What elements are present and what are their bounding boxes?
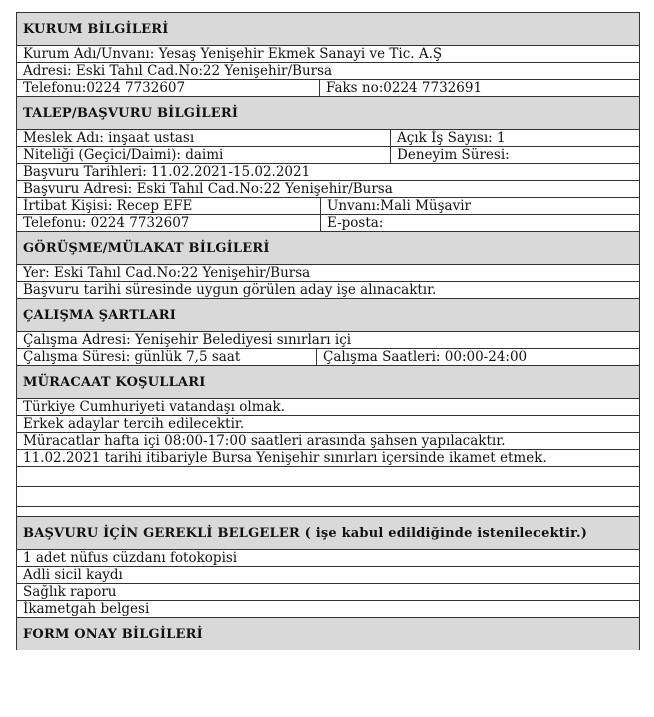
application-dates: Başvuru Tarihleri: 11.02.2021-15.02.2021 [23,164,311,180]
institution-address: Adresi: Eski Tahıl Cad.No:22 Yenişehir/Bursa [23,63,333,79]
application-address: Başvuru Adresi: Eski Tahıl Cad.No:22 Yenişehir/Bursa [23,181,393,197]
contact-person-row [17,197,639,214]
empty-row [17,466,639,486]
open-positions: Açık İş Sayısı: 1 [390,130,639,146]
work-address: Çalışma Adresi: Yenişehir Belediyesi sınırları içi [23,332,352,348]
job-nature: Niteliği (Geçici/Daimi): daimi [23,147,224,163]
nature-row [17,146,639,163]
list-item [17,449,639,466]
work-duration: Çalışma Süresi: günlük 7,5 saat [23,349,241,365]
institution-name-row [17,45,639,62]
institution-fax: Faks no:0224 7732691 [319,80,639,96]
contact-title: Unvanı:Mali Müşavir [320,198,639,214]
occupation-row [17,129,639,146]
list-item [17,549,639,566]
empty-row [17,506,639,516]
work-address-row [17,331,639,348]
list-item [17,398,639,415]
contact-person: İrtibat Kişisi: Recep EFE [23,198,193,214]
interview-place-row [17,264,639,281]
empty-row [17,486,639,506]
institution-phone: Telefonu:0224 7732607 [23,80,186,96]
condition-text: 11.02.2021 tarihi itibariyle Bursa Yenişehir sınırları içersinde ikamet etmek. [23,450,547,466]
document-text: İkametgah belgesi [23,601,150,617]
application-dates-row [17,163,639,180]
condition-text: Erkek adaylar tercih edilecektir. [23,416,245,432]
experience-duration: Deneyim Süresi: [390,147,639,163]
condition-text: Türkiye Cumhuriyeti vatandaşı olmak. [23,399,286,415]
document-text: Sağlık raporu [23,584,117,600]
section-header-kurum: KURUM BİLGİLERİ [17,12,639,45]
section-header-gorusme: GÖRÜŞME/MÜLAKAT BİLGİLERİ [17,231,639,264]
interview-note-row [17,281,639,298]
work-hours: Çalışma Saatleri: 00:00-24:00 [316,349,639,365]
list-item [17,583,639,600]
list-item [17,600,639,617]
document-text: Adli sicil kaydı [23,567,123,583]
application-address-row [17,180,639,197]
contact-phone-row [17,214,639,231]
section-header-belgeler: BAŞVURU İÇİN GEREKLİ BELGELER ( işe kabul edildiğinde istenilecektir.) [17,516,639,549]
work-schedule-row [17,348,639,365]
interview-note: Başvuru tarihi süresinde uygun görülen aday işe alınacaktır. [23,282,437,298]
section-header-muracaat: MÜRACAAT KOŞULLARI [17,365,639,398]
institution-contact-row [17,79,639,96]
contact-email: E-posta: [320,215,639,231]
contact-phone: Telefonu: 0224 7732607 [23,215,190,231]
list-item [17,415,639,432]
interview-place: Yer: Eski Tahıl Cad.No:22 Yenişehir/Bursa [23,265,311,281]
job-application-form [16,12,640,650]
list-item [17,432,639,449]
list-item [17,566,639,583]
section-header-talep: TALEP/BAŞVURU BİLGİLERİ [17,96,639,129]
occupation-name: Meslek Adı: inşaat ustası [23,130,195,146]
document-text: 1 adet nüfus cüzdanı fotokopisi [23,550,238,566]
section-header-calisma: ÇALIŞMA ŞARTLARI [17,298,639,331]
section-header-onay: FORM ONAY BİLGİLERİ [17,617,639,650]
institution-address-row [17,62,639,79]
institution-name: Kurum Adı/Unvanı: Yesaş Yenişehir Ekmek Sanayi ve Tic. A.Ş [23,46,443,62]
condition-text: Müracatlar hafta içi 08:00-17:00 saatleri arasında şahsen yapılacaktır. [23,433,506,449]
